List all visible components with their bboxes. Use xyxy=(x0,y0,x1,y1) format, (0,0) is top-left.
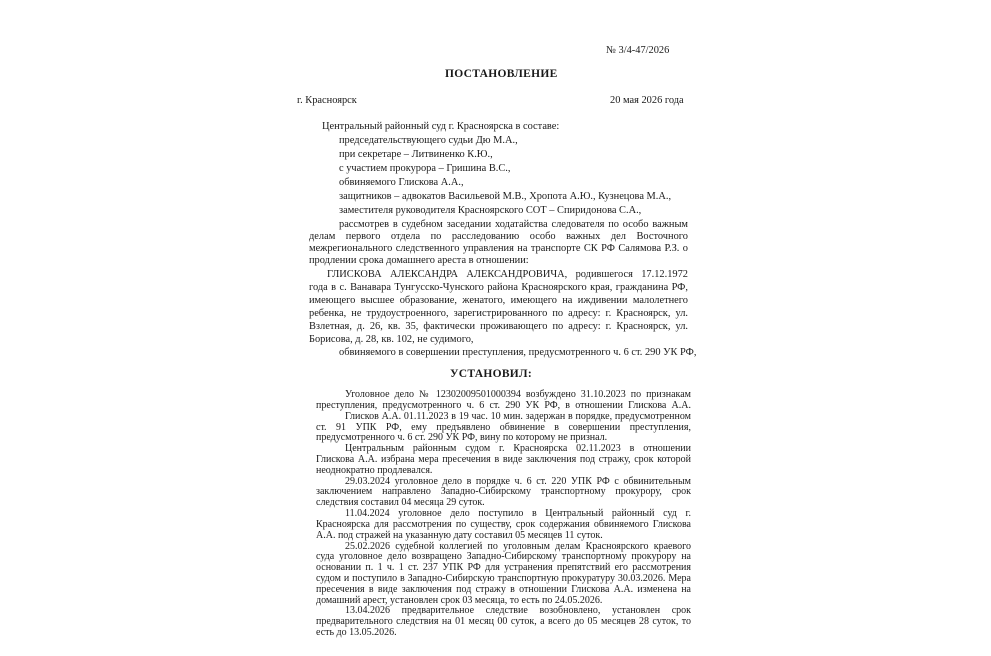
intro-line: продлении срока домашнего ареста в отношении: xyxy=(309,255,529,266)
intro-line: с участием прокурора – Гришина В.С., xyxy=(339,163,511,174)
body-line: Глисков А.А. 01.11.2023 в 19 час. 10 мин. задержан в порядке, предусмотренном xyxy=(345,410,691,422)
document-city: г. Красноярск xyxy=(297,95,357,106)
body-line: 25.02.2026 судебной коллегией по уголовным делам Красноярского краевого xyxy=(345,540,691,552)
section-heading: УСТАНОВИЛ: xyxy=(450,368,533,380)
body-line: А.А. под стражей на указанную дату составил 05 месяцев 11 суток. xyxy=(316,529,603,541)
body-line: 13.04.2026 предварительное следствие возобновлено, установлен срок xyxy=(345,605,691,617)
intro-line: при секретаре – Литвиненко К.Ю., xyxy=(339,149,493,160)
defendant-name-line: ГЛИСКОВА АЛЕКСАНДРА АЛЕКСАНДРОВИЧА, родившегося 17.12.1972 xyxy=(327,269,688,280)
intro-line: председательствующего судьи Дю М.А., xyxy=(339,135,518,146)
body-line: заключением направлено Западно-Сибирскому транспортному прокурору, срок xyxy=(316,486,691,498)
body-line: основании п. 1 ч. 1 ст. 237 УПК РФ для устранения препятствий его рассмотрения xyxy=(316,562,691,574)
body-line: Красноярска для рассмотрения по существу, срок содержания обвиняемого Глискова xyxy=(316,518,691,530)
body-line: преступления, предусмотренного ч. 6 ст. 290 УК РФ, в отношении Глискова А.А. xyxy=(316,399,691,411)
body-line: судом и поступило в Западно-Сибирскую транспортную прокуратуру 30.03.2026. Мера xyxy=(316,572,691,584)
intro-line: защитников – адвокатов Васильевой М.В., Хропота А.Ю., Кузнецова М.А., xyxy=(339,191,672,202)
document-title: ПОСТАНОВЛЕНИЕ xyxy=(445,68,558,80)
body-line: Уголовное дело № 12302009501000394 возбуждено 31.10.2023 по признакам xyxy=(345,389,691,400)
body-line: 11.04.2024 уголовное дело поступило в Центральный районный суд г. xyxy=(345,508,691,519)
body-line: следствия составил 04 месяца 29 суток. xyxy=(316,497,485,509)
body-line: суда уголовное дело возвращено Западно-Сибирскому транспортному прокурору на xyxy=(316,551,691,563)
intro-line: Взлетная, д. 26, кв. 35, фактически проживающего по адресу: г. Красноярск, ул. xyxy=(309,321,688,332)
intro-line: Борисова, д. 28, кв. 102, не судимого, xyxy=(309,334,474,345)
body-line: предусмотренного ч. 6 ст. 290 УК РФ, вину по которому не признал. xyxy=(316,432,608,444)
intro-line: года в с. Ванавара Тунгусско-Чунского района Красноярского края, гражданина РФ, xyxy=(309,282,688,293)
intro-line: Центральный районный суд г. Красноярска в составе: xyxy=(322,121,560,132)
intro-line: рассмотрев в судебном заседании ходатайства следователя по особо важным xyxy=(339,219,688,230)
body-line: домашний арест, установлен срок 03 месяца, то есть по 24.05.2026. xyxy=(316,594,603,606)
document-number: № 3/4-47/2026 xyxy=(606,45,670,56)
intro-line: ребенка, не трудоустроенного, зарегистрированного по адресу: г. Красноярск, ул. xyxy=(309,308,688,319)
body-line: Центральным районным судом г. Красноярска 02.11.2023 в отношении xyxy=(345,443,691,455)
intro-line: имеющего высшее образование, женатого, имеющего на иждивении малолетнего xyxy=(309,295,688,306)
body-line: ст. 91 УПК РФ, ему предъявлено обвинение в совершении преступления, xyxy=(316,421,691,433)
intro-line: делам первого отдела по расследованию особо важных дел Восточного xyxy=(309,231,688,242)
body-line: предварительного следствия на 01 месяц 00 суток, а всего до 05 месяцев 28 суток, то xyxy=(316,616,691,628)
intro-line: обвиняемого Глискова А.А., xyxy=(339,177,464,188)
intro-line: заместителя руководителя Красноярского СОТ – Спиридонова С.А., xyxy=(339,205,642,216)
document-date: 20 мая 2026 года xyxy=(610,95,684,106)
intro-line: межрегионального следственного управления на транспорте СК РФ Салямова Р.З. о xyxy=(309,243,688,254)
body-line: пресечения в виде заключения под стражу в отношении Глискова А.А. изменена на xyxy=(316,583,691,595)
body-line: 29.03.2024 уголовное дело в порядке ч. 6 ст. 220 УПК РФ с обвинительным xyxy=(345,475,691,487)
body-line: есть до 13.05.2026. xyxy=(316,627,397,638)
intro-line: обвиняемого в совершении преступления, предусмотренного ч. 6 ст. 290 УК РФ, xyxy=(339,347,697,358)
body-line: Глискова А.А. избрана мера пресечения в виде заключения под стражу, срок которой xyxy=(316,453,691,465)
body-line: неоднократно продлевался. xyxy=(316,464,433,476)
